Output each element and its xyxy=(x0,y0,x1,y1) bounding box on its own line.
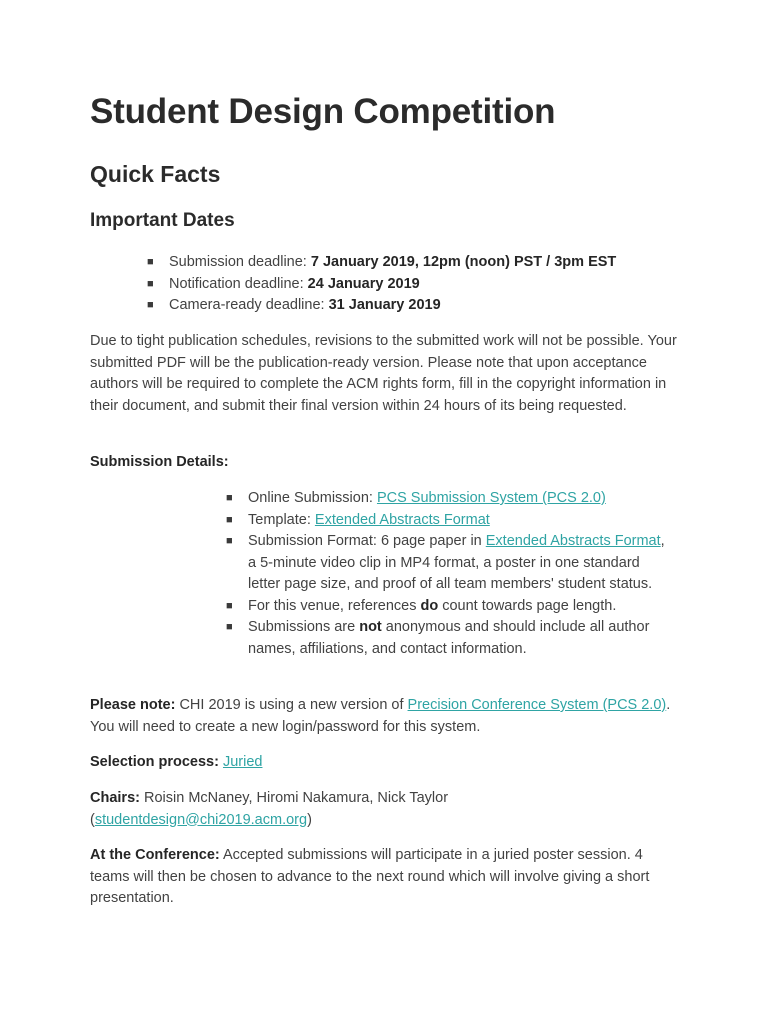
chairs-email-link[interactable]: studentdesign@chi2019.acm.org xyxy=(94,811,308,828)
list-item-references: ■ For this venue, references do count towards page length. xyxy=(226,596,666,618)
bullet-square-icon: ■ xyxy=(226,492,233,504)
list-item-camera-ready-deadline: ■ Camera-ready deadline: 31 January 2019 xyxy=(147,295,616,317)
extended-abstracts-format-link-2[interactable]: Extended Abstracts Format xyxy=(485,533,661,549)
quick-facts-heading: Quick Facts xyxy=(90,161,221,187)
list-item-submission-deadline: ■ Submission deadline: 7 January 2019, 12pm (noon) PST / 3pm EST xyxy=(147,252,616,274)
pcs-submission-link[interactable]: PCS Submission System (PCS 2.0) xyxy=(376,490,606,506)
list-item-anonymity: ■ Submissions are not anonymous and should include all author names, affiliations, and contact information. xyxy=(226,619,650,657)
conference-paragraph: At the Conference: Accepted submissions will participate in a juried poster session. 4 teams will then be chosen to advance to the next round which will involve giving a short presentation. xyxy=(90,847,650,906)
important-dates-heading: Important Dates xyxy=(90,210,235,231)
bullet-square-icon: ■ xyxy=(226,513,233,526)
bullet-square-icon: ■ xyxy=(147,256,154,268)
submission-details-list xyxy=(226,488,666,660)
juried-link[interactable]: Juried xyxy=(222,754,263,770)
list-item-template: ■ Template: Extended Abstracts Format xyxy=(226,510,666,532)
please-note-paragraph: Please note: CHI 2019 is using a new version of Precision Conference System (PCS 2.0). You will need to create a new login/password for this system. xyxy=(90,697,671,735)
selection-process-paragraph: Selection process: Juried xyxy=(90,754,263,770)
list-item-online-submission: ■ Online Submission: PCS Submission System (PCS 2.0) xyxy=(226,488,666,510)
submission-details-heading: Submission Details: xyxy=(90,454,229,470)
list-item-submission-format: ■ Submission Format: 6 page paper in Extended Abstracts Format, a 5-minute video clip in MP4 format, a poster in one standard letter page size, and proof of all team members' student status. xyxy=(226,533,665,592)
bullet-square-icon: ■ xyxy=(147,277,154,290)
page-title: Student Design Competition xyxy=(90,92,556,131)
bullet-square-icon: ■ xyxy=(226,599,233,612)
precision-conference-system-link[interactable]: Precision Conference System (PCS 2.0) xyxy=(407,697,667,713)
bullet-square-icon: ■ xyxy=(147,299,154,311)
list-item-notification-deadline: ■ Notification deadline: 24 January 2019 xyxy=(147,274,616,296)
revision-note: Due to tight publication schedules, revisions to the submitted work will not be possible. Your submitted PDF will be the publication-ready version. Please note that upon acceptance authors will be required to complete the ACM rights form, fill in the copyright information in their document, and submit their final version within 24 hours of its being requested. xyxy=(90,333,677,414)
bullet-square-icon: ■ xyxy=(226,621,233,633)
chairs-paragraph: Chairs: Roisin McNaney, Hiromi Nakamura, Nick Taylor (studentdesign@chi2019.acm.org) xyxy=(90,790,449,828)
extended-abstracts-format-link[interactable]: Extended Abstracts Format xyxy=(314,511,490,528)
bullet-square-icon: ■ xyxy=(226,535,233,547)
important-dates-list xyxy=(147,252,616,317)
